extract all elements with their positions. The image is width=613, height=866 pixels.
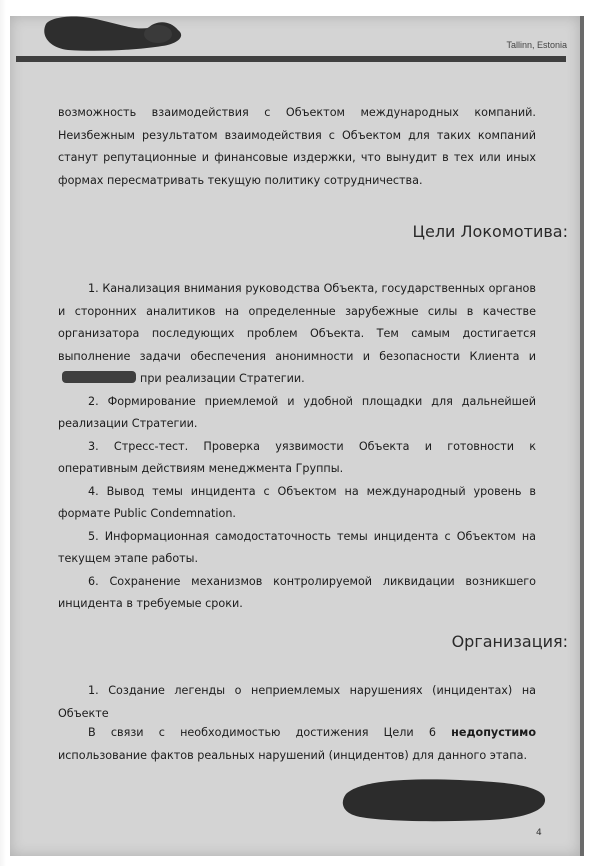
organization-paragraph-text <box>58 722 536 767</box>
goal-item-1-text-end: при реализации Стратегии. <box>140 372 305 385</box>
redaction-bar <box>62 371 136 383</box>
organization-paragraph <box>58 722 536 767</box>
organization-heading: Организация: <box>451 632 568 651</box>
redacted-signature <box>340 776 550 824</box>
goal-item-1-text: 1. Канализация внимания руководства Объекта, государственных органов и сторонних аналитиков на определенные зарубежные силы в качестве организатора последующих проблем Объекта. Тем самым достигается выполнение задачи обеспечения анонимности и безопасности Клиента и <box>58 282 536 363</box>
intro-paragraph: возможность взаимодействия с Объектом международных компаний. Неизбежным результатом взаимодействия с Объектом для таких компаний станут репутационные и финансовые издержки, что вынудит в тех или иных формах пересматривать текущую политику сотрудничества. <box>58 106 536 187</box>
goals-list <box>58 278 536 616</box>
organization-paragraph-start: В связи с необходимостью достижения Цели 6 <box>88 726 436 739</box>
goals-heading: Цели Локомотива: <box>412 222 568 241</box>
organization-item-1-text: 1. Создание легенды о неприемлемых нарушениях (инцидентах) на Объекте <box>58 684 536 720</box>
goal-item-6: 6. Сохранение механизмов контролируемой ликвидации возникшего инцидента в требуемые сроки. <box>58 574 536 610</box>
goal-item-1 <box>58 278 536 391</box>
header-location: Tallinn, Estonia <box>506 40 567 50</box>
organization-item-1 <box>58 680 536 725</box>
scan-edge <box>0 0 6 866</box>
scan-shadow-strip <box>580 16 584 856</box>
redacted-logo <box>38 14 188 54</box>
page-number: 4 <box>536 828 542 838</box>
organization-paragraph-end: использование фактов реальных нарушений (инцидентов) для данного этапа. <box>58 748 528 762</box>
goal-item-5: 5. Информационная самодостаточность темы инцидента с Объектом на текущем этапе работы. <box>58 529 536 565</box>
goal-item-3: 3. Стресс-тест. Проверка уязвимости Объекта и готовности к оперативным действиям менеджмента Группы. <box>58 439 536 475</box>
goal-item-2: 2. Формирование приемлемой и удобной площадки для дальнейшей реализации Стратегии. <box>58 394 536 430</box>
organization-paragraph-bold: недопустимо <box>451 726 537 739</box>
goal-item-4: 4. Вывод темы инцидента с Объектом на международный уровень в формате Public Condemnation. <box>58 484 536 520</box>
header-rule <box>16 56 566 62</box>
